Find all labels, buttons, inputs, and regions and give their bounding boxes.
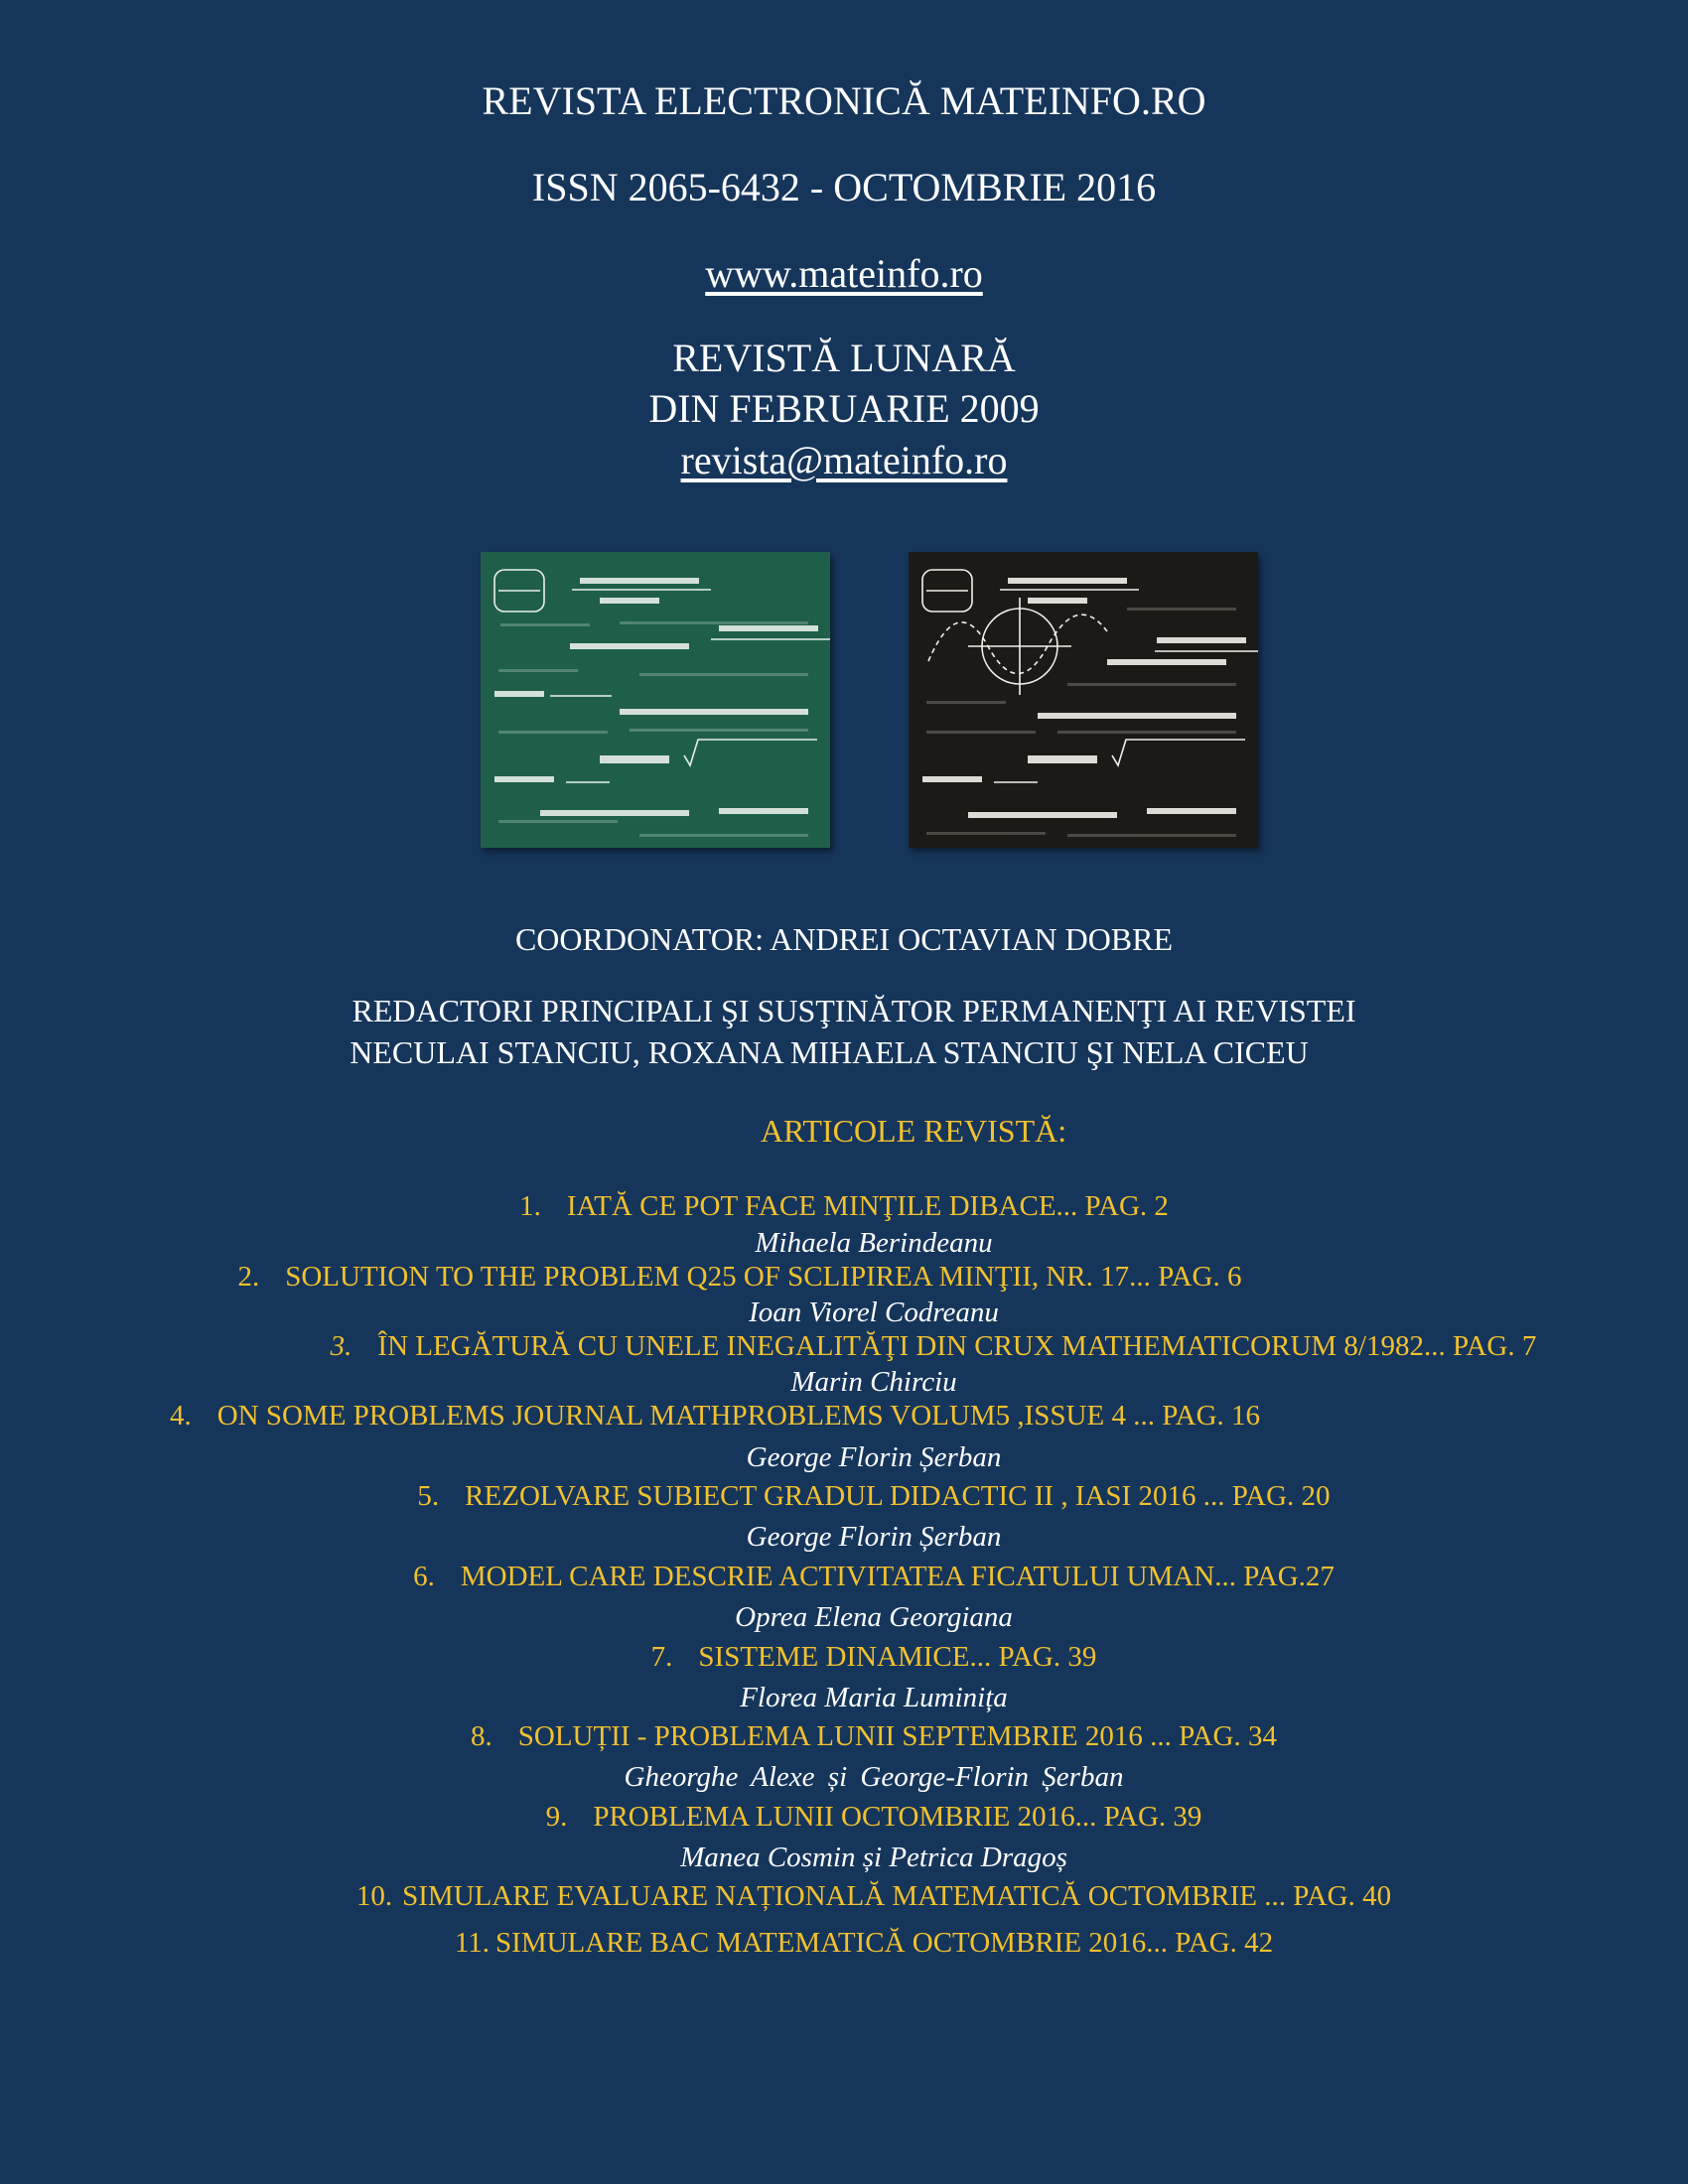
article-number: 10. bbox=[355, 1880, 393, 1912]
article-7-author: Florea Maria Luminița bbox=[740, 1682, 1008, 1713]
article-9[interactable] bbox=[30, 1801, 1688, 1834]
green-chalkboard-image bbox=[481, 552, 830, 848]
article-number: 7. bbox=[650, 1641, 673, 1673]
article-9-author: Manea Cosmin și Petrica Dragoș bbox=[680, 1842, 1067, 1873]
article-number: 8. bbox=[471, 1720, 492, 1752]
article-title: SISTEME DINAMICE... PAG. 39 bbox=[698, 1641, 1097, 1673]
editors-title: REDACTORI PRINCIPALI ŞI SUSŢINĂTOR PERMANENŢI AI REVISTEI bbox=[352, 993, 1356, 1028]
email-link[interactable]: revista@mateinfo.ro bbox=[680, 438, 1008, 482]
article-number: 6. bbox=[413, 1561, 435, 1592]
article-number: 1. bbox=[519, 1190, 541, 1222]
article-number: 4. bbox=[169, 1400, 192, 1432]
article-title: IATĂ CE POT FACE MINŢILE DIBACE... PAG. 2 bbox=[566, 1190, 1169, 1222]
website-link[interactable]: www.mateinfo.ro bbox=[705, 251, 983, 296]
article-1-author: Mihaela Berindeanu bbox=[755, 1227, 993, 1259]
article-title: REZOLVARE SUBIECT GRADUL DIDACTIC II , IASI 2016 ... PAG. 20 bbox=[465, 1480, 1331, 1512]
black-chalkboard-image bbox=[909, 552, 1258, 848]
article-3-author: Marin Chirciu bbox=[790, 1366, 957, 1398]
article-7[interactable] bbox=[30, 1641, 1688, 1674]
article-11[interactable] bbox=[20, 1927, 1688, 1960]
article-title: SOLUȚII - PROBLEMA LUNII SEPTEMBRIE 2016 ... PAG. 34 bbox=[517, 1720, 1277, 1752]
articles-heading: ARTICOLE REVISTĂ: bbox=[760, 1113, 1067, 1149]
article-8[interactable] bbox=[30, 1720, 1688, 1753]
article-6[interactable] bbox=[30, 1561, 1688, 1593]
article-number: 2. bbox=[237, 1261, 260, 1293]
website-line bbox=[0, 250, 1688, 297]
article-title: MODEL CARE DESCRIE ACTIVITATEA FICATULUI UMAN... PAG.27 bbox=[460, 1561, 1335, 1592]
article-number: 5. bbox=[417, 1480, 440, 1512]
issn-line: ISSN 2065-6432 - OCTOMBRIE 2016 bbox=[531, 165, 1157, 209]
article-4[interactable] bbox=[0, 1400, 1559, 1433]
monthly-line-2: DIN FEBRUARIE 2009 bbox=[648, 386, 1040, 431]
monthly-line-1: REVISTĂ LUNARĂ bbox=[672, 336, 1016, 380]
article-number: 11. bbox=[454, 1927, 491, 1959]
article-5[interactable] bbox=[30, 1480, 1688, 1513]
article-title: PROBLEMA LUNII OCTOMBRIE 2016... PAG. 39 bbox=[593, 1801, 1202, 1833]
article-number: 9. bbox=[545, 1801, 568, 1833]
email-line bbox=[0, 437, 1688, 483]
article-8-author: Gheorghe Alexe și George-Florin Șerban bbox=[624, 1761, 1124, 1793]
article-title: ON SOME PROBLEMS JOURNAL MATHPROBLEMS VOLUM5 ,ISSUE 4 ... PAG. 16 bbox=[216, 1400, 1261, 1432]
article-2-author: Ioan Viorel Codreanu bbox=[749, 1297, 999, 1328]
article-4-author: George Florin Șerban bbox=[746, 1441, 1002, 1473]
article-5-author: George Florin Șerban bbox=[746, 1521, 1002, 1553]
article-number: 3. bbox=[330, 1330, 352, 1362]
article-6-author: Oprea Elena Georgiana bbox=[735, 1601, 1013, 1633]
article-3[interactable] bbox=[89, 1330, 1688, 1363]
journal-title: REVISTA ELECTRONICĂ MATEINFO.RO bbox=[482, 78, 1206, 123]
editors-names: NECULAI STANCIU, ROXANA MIHAELA STANCIU ŞI NELA CICEU bbox=[350, 1034, 1309, 1070]
article-title: SIMULARE EVALUARE NAȚIONALĂ MATEMATICĂ OCTOMBRIE ... PAG. 40 bbox=[402, 1880, 1392, 1912]
coordinator-line: COORDONATOR: ANDREI OCTAVIAN DOBRE bbox=[514, 921, 1174, 957]
article-1[interactable] bbox=[0, 1190, 1688, 1223]
article-2[interactable] bbox=[0, 1261, 1584, 1294]
article-title: ÎN LEGĂTURĂ CU UNELE INEGALITĂŢI DIN CRUX MATHEMATICORUM 8/1982... PAG. 7 bbox=[377, 1330, 1537, 1362]
article-title: SIMULARE BAC MATEMATICĂ OCTOMBRIE 2016... PAG. 42 bbox=[495, 1927, 1274, 1959]
article-title: SOLUTION TO THE PROBLEM Q25 OF SCLIPIREA MINŢII, NR. 17... PAG. 6 bbox=[285, 1261, 1242, 1293]
article-10[interactable] bbox=[30, 1880, 1688, 1913]
